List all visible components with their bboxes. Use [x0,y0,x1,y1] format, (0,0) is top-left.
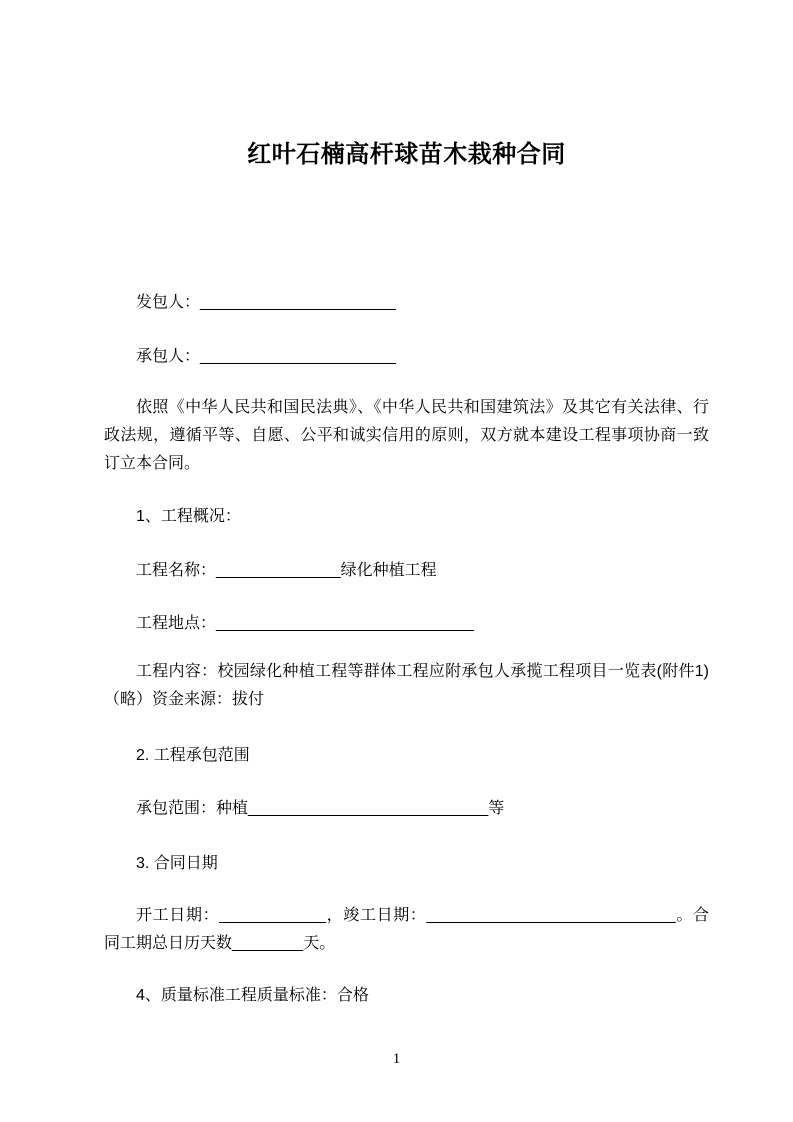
section1-heading: 1、工程概况： [136,508,241,525]
party-b-label: 承包人： [136,348,201,365]
scope-suffix: 等 [488,800,505,817]
scope-line [104,795,709,823]
project-site-label: 工程地点： [136,615,217,632]
party-a-blank: ______________________ [200,294,396,311]
project-name-label: 工程名称： [136,562,217,579]
document-body [104,0,709,1010]
party-a-label: 发包人： [136,294,201,311]
project-name-blank: ______________ [216,562,341,579]
project-content-paragraph: 工程内容：校园绿化种植工程等群体工程应附承包人承揽工程项目一览表(附件1)（略）资金来源：拔付 [104,663,709,708]
document-title: 红叶石楠高杆球苗木栽种合同 [247,141,566,168]
section3-heading: 3. 合同日期 [136,855,218,872]
dates-paragraph: 开工日期：____________，竣工日期：____________________________。合同工期总日历天数________天。 [104,907,709,952]
scope-blank: ___________________________ [248,800,489,817]
section4-heading: 4、质量标准工程质量标准：合格 [136,987,369,1004]
scope-label: 承包范围：种植 [136,800,249,817]
section2-heading: 2. 工程承包范围 [136,747,250,764]
preamble-paragraph: 依照《中华人民共和国民法典》、《中华人民共和国建筑法》及其它有关法律、行政法规，遵循平等、自愿、公平和诚实信用的原则，双方就本建设工程事项协商一致订立本合同。 [104,399,709,472]
party-b-blank: ______________________ [200,348,396,365]
page-number: 1 [392,1051,401,1067]
party-b-line [104,343,709,371]
project-name-suffix: 绿化种植工程 [340,562,437,579]
party-a-line [104,289,709,317]
project-site-line [104,610,709,638]
project-name-line [104,557,709,585]
project-site-blank: _____________________________ [216,615,475,632]
